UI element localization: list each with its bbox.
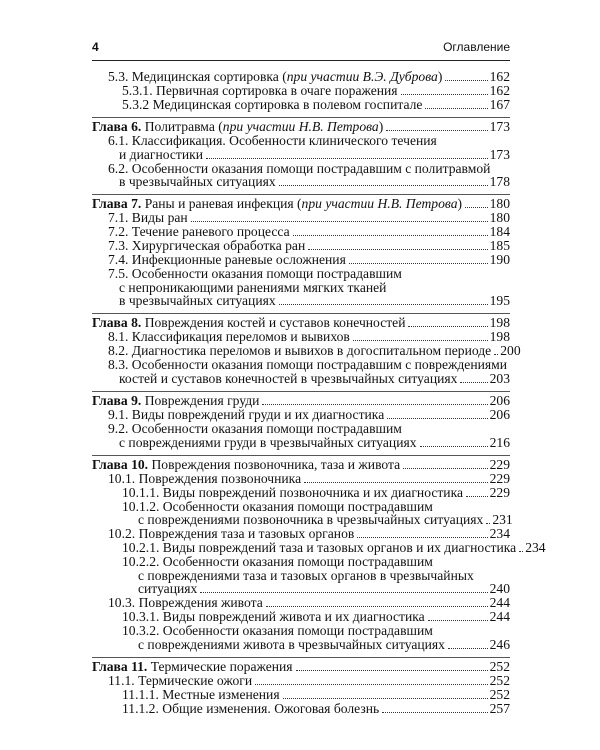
entry-text [92, 458, 400, 472]
entry-title-part: Инфекционные раневые осложнения [131, 252, 346, 268]
entry-text: с непроникающими ранениями мягких тканей [119, 279, 387, 295]
dot-leader [255, 684, 488, 685]
entry-number: 8.2. [108, 343, 129, 359]
toc-entry [92, 527, 510, 541]
page-ref: 252 [489, 686, 510, 702]
page-ref: 173 [489, 119, 510, 134]
dot-leader [308, 249, 487, 250]
toc-entry [92, 225, 510, 239]
toc-entry [92, 610, 510, 624]
chapter-divider [92, 657, 510, 658]
page-ref: 167 [489, 97, 510, 112]
dot-leader [200, 592, 487, 593]
running-head [92, 40, 510, 56]
entry-text [108, 472, 301, 486]
dot-leader [428, 620, 488, 621]
entry-text [108, 527, 354, 541]
dot-leader [283, 698, 488, 699]
entry-number: Глава 10. [92, 456, 149, 472]
toc-chapter-group [92, 391, 510, 455]
page-ref: 198 [489, 315, 510, 331]
entry-title-part: Диагностика переломов и вывихов в догоспитальном периоде [131, 343, 492, 359]
toc-entry-continuation [92, 294, 510, 308]
entry-text [122, 84, 398, 98]
entry-title-part: Классификация. Особенности клинического течения [131, 133, 437, 148]
toc-chapter-group [92, 70, 510, 117]
toc-entry-continuation [92, 436, 510, 450]
entry-text: с повреждениями таза и тазовых органов в чрезвычайных [138, 567, 474, 583]
dot-leader [266, 606, 488, 607]
toc-entry [92, 253, 510, 267]
entry-number: 5.3.2 [122, 97, 150, 112]
page-number: 4 [92, 40, 99, 54]
entry-title-part: Местные изменения [162, 686, 280, 702]
entry-number: 7.5. [108, 266, 129, 282]
toc-chapter-group [92, 657, 510, 721]
entry-number: 11.1. [108, 672, 135, 688]
entry-text: костей и суставов конечностей в чрезвычайных ситуациях [119, 370, 458, 386]
toc-chapter-entry [92, 120, 510, 134]
entry-number: 8.3. [108, 357, 129, 373]
dot-leader [357, 537, 487, 538]
dot-leader [382, 712, 487, 713]
entry-text [92, 197, 462, 211]
dot-leader [293, 235, 488, 236]
entry-title-part: Особенности оказания помощи пострадавшим [162, 623, 433, 639]
entry-title-part: Первичная сортировка в очаге поражения [156, 83, 398, 98]
entry-number: 7.2. [108, 224, 129, 240]
toc-entry [92, 624, 510, 638]
toc-entry [92, 358, 510, 372]
page-ref: 198 [489, 329, 510, 345]
dot-leader [425, 108, 487, 109]
toc-chapter-group [92, 117, 510, 194]
page-ref: 229 [489, 470, 510, 486]
entry-number: 9.1. [108, 406, 129, 422]
dot-leader [296, 670, 488, 671]
entry-title-part: Течение раневого процесса [131, 224, 290, 240]
entry-title-part: Виды повреждений груди и их диагностика [131, 406, 385, 422]
entry-title-part: Повреждения груди [144, 392, 260, 408]
toc-entry [92, 500, 510, 514]
entry-text [122, 688, 280, 702]
dot-leader [408, 326, 487, 327]
entry-number: 6.2. [108, 160, 129, 176]
page-ref: 206 [489, 406, 510, 422]
entry-text: и диагностики [119, 146, 204, 162]
toc-entry [92, 162, 510, 176]
entry-number: 9.2. [108, 420, 129, 436]
entry-title-part: Особенности оказания помощи пострадавшим [131, 420, 402, 436]
toc-chapter-entry [92, 394, 510, 408]
entry-title-part: Особенности оказания помощи пострадавшим [131, 266, 402, 282]
header-rule [92, 60, 510, 61]
entry-number: Глава 11. [92, 658, 148, 674]
page-ref: 178 [489, 174, 510, 190]
entry-title-part: Термические поражения [150, 658, 293, 674]
toc-entry [92, 702, 510, 716]
entry-title-part: Виды повреждений позвоночника и их диагностика [162, 484, 464, 500]
toc-entry-continuation [92, 569, 510, 583]
entry-number: 10.3.1. [122, 609, 160, 625]
entry-number: 8.1. [108, 329, 129, 345]
entry-title-part: ) [437, 69, 443, 84]
entry-title-part: при участии Н.В. Петрова [301, 196, 458, 212]
toc-chapter-entry [92, 458, 510, 472]
page-ref: 185 [489, 238, 510, 254]
entry-number: 10.2.2. [122, 554, 160, 570]
toc-entry [92, 408, 510, 422]
entry-number: 10.3. [108, 595, 136, 611]
dot-leader [279, 185, 488, 186]
toc-entry [92, 211, 510, 225]
page-ref: 190 [489, 252, 510, 268]
entry-text [122, 541, 516, 555]
table-of-contents [92, 69, 546, 721]
chapter-divider [92, 313, 510, 314]
entry-text [122, 610, 425, 624]
entry-text: с повреждениями позвоночника в чрезвычайных ситуациях [138, 512, 484, 528]
entry-text: с повреждениями живота в чрезвычайных ситуациях [138, 636, 445, 652]
entry-text [108, 408, 384, 422]
dot-leader [401, 94, 488, 95]
entry-text [108, 70, 442, 84]
entry-number: 10.1.2. [122, 498, 160, 514]
entry-title-part: при участии В.Э. Дуброва [286, 69, 438, 84]
entry-number: 6.1. [108, 133, 129, 148]
toc-entry [92, 330, 510, 344]
toc-chapter-group [92, 313, 521, 391]
toc-entry [92, 134, 510, 148]
entry-number: 7.3. [108, 238, 129, 254]
dot-leader [420, 446, 488, 447]
entry-number: 10.2.1. [122, 540, 160, 556]
entry-number: 10.3.2. [122, 623, 160, 639]
entry-title-part: Медицинская сортировка в полевом госпитале [152, 97, 423, 112]
entry-title-part: Повреждения таза и тазовых органов [138, 526, 355, 542]
toc-chapter-entry [92, 660, 510, 674]
entry-text: с повреждениями груди в чрезвычайных ситуациях [119, 434, 417, 450]
entry-text [108, 225, 290, 239]
page-ref: 240 [489, 581, 510, 597]
dot-leader [465, 207, 488, 208]
entry-number: 11.1.2. [122, 700, 159, 716]
page-ref: 180 [489, 210, 510, 226]
page-ref: 203 [489, 370, 510, 386]
dot-leader [448, 648, 488, 649]
toc-entry [92, 239, 510, 253]
entry-title-part: Политравма ( [144, 119, 223, 134]
chapter-divider [92, 455, 510, 456]
dot-leader [403, 468, 487, 469]
entry-title-part: Общие изменения. Ожоговая болезнь [162, 700, 380, 716]
entry-text [92, 316, 405, 330]
toc-entry-continuation [92, 148, 510, 162]
dot-leader [386, 130, 487, 131]
dot-leader [206, 158, 488, 159]
page-ref: 184 [489, 224, 510, 240]
entry-number: 10.2. [108, 526, 136, 542]
entry-number: 7.4. [108, 252, 129, 268]
entry-text: в чрезвычайных ситуациях [119, 174, 276, 190]
dot-leader [387, 418, 487, 419]
toc-entry-continuation [92, 175, 510, 189]
page-ref: 234 [489, 526, 510, 542]
entry-text [108, 239, 305, 253]
entry-title-part: Особенности оказания помощи пострадавшим с политравмой [131, 160, 491, 176]
entry-text [108, 421, 402, 436]
page-ref: 200 [500, 343, 521, 359]
entry-title-part: Классификация переломов и вывихов [131, 329, 350, 345]
toc-entry [92, 555, 510, 569]
page-ref: 244 [489, 595, 510, 611]
toc-entry-continuation [92, 512, 513, 528]
dot-leader [466, 496, 488, 497]
page-ref: 206 [489, 392, 510, 408]
entry-title-part: Хирургическая обработка ран [131, 238, 306, 254]
entry-text [108, 253, 346, 267]
entry-text [92, 660, 293, 674]
dot-leader [279, 304, 488, 305]
page-ref: 173 [489, 146, 510, 162]
entry-text [108, 596, 263, 610]
entry-title-part: Термические ожоги [138, 672, 253, 688]
dot-leader [519, 551, 523, 552]
entry-title-part: Раны и раневая инфекция ( [144, 196, 302, 212]
entry-title-part: Особенности оказания помощи пострадавшим с повреждениями [131, 357, 507, 373]
page-ref: 195 [489, 293, 510, 309]
entry-text [108, 344, 491, 358]
toc-entry-continuation [92, 372, 510, 386]
page-ref: 216 [489, 434, 510, 450]
entry-title-part: Повреждения костей и суставов конечностей [144, 315, 406, 331]
page-ref: 244 [489, 609, 510, 625]
toc-entry [92, 688, 510, 702]
dot-leader [494, 354, 498, 355]
entry-number: Глава 9. [92, 392, 142, 408]
entry-text [108, 211, 188, 225]
entry-text [122, 486, 463, 500]
entry-title-part: Медицинская сортировка ( [131, 69, 287, 84]
toc-entry [92, 98, 510, 112]
dot-leader [349, 263, 488, 264]
page-ref: 162 [489, 69, 510, 84]
dot-leader [486, 523, 490, 524]
section-title: Оглавление [443, 40, 510, 54]
toc-chapter-entry [92, 316, 510, 330]
toc-entry-continuation [92, 281, 510, 295]
dot-leader [353, 340, 488, 341]
page-ref: 252 [489, 658, 510, 674]
entry-number: 11.1.1. [122, 686, 159, 702]
chapter-divider [92, 391, 510, 392]
toc-entry [92, 596, 510, 610]
toc-chapter-entry [92, 197, 510, 211]
entry-number: Глава 6. [92, 119, 142, 134]
entry-title-part: ) [378, 119, 384, 134]
toc-entry [92, 472, 510, 486]
entry-text [92, 120, 383, 134]
entry-text [122, 98, 422, 112]
entry-title-part: Повреждения позвоночника [138, 470, 302, 486]
entry-title-part: Виды повреждений таза и тазовых органов и их диагностика [162, 540, 517, 556]
dot-leader [304, 482, 488, 483]
page-ref: 229 [489, 456, 510, 472]
entry-text: ситуациях [138, 581, 198, 597]
entry-number: 7.1. [108, 210, 129, 226]
chapter-divider [92, 117, 510, 118]
page-ref: 252 [489, 672, 510, 688]
entry-title-part: Виды повреждений живота и их диагностика [162, 609, 425, 625]
page-ref: 234 [525, 540, 546, 556]
page-ref: 257 [489, 700, 510, 716]
page-ref: 246 [489, 636, 510, 652]
toc-entry-continuation [92, 582, 510, 596]
entry-title-part: при участии Н.В. Петрова [222, 119, 379, 134]
entry-title-part: Особенности оказания помощи пострадавшим [162, 498, 433, 514]
page-ref: 180 [489, 196, 510, 212]
toc-entry [92, 674, 510, 688]
entry-number: Глава 8. [92, 315, 142, 331]
dot-leader [445, 80, 487, 81]
dot-leader [460, 382, 487, 383]
entry-text: в чрезвычайных ситуациях [119, 293, 276, 309]
entry-title-part: Повреждения живота [138, 595, 263, 611]
toc-entry [92, 486, 510, 500]
dot-leader [262, 404, 487, 405]
toc-chapter-group [92, 455, 546, 657]
entry-number: 10.1.1. [122, 484, 160, 500]
page-ref: 162 [489, 83, 510, 98]
page-ref: 229 [489, 484, 510, 500]
dot-leader [191, 221, 488, 222]
entry-number: 5.3. [108, 69, 129, 84]
entry-title-part: Повреждения позвоночника, таза и живота [151, 456, 401, 472]
entry-text [108, 674, 252, 688]
entry-title-part: Виды ран [131, 210, 188, 226]
toc-entry-continuation [92, 638, 510, 652]
entry-text [108, 133, 437, 148]
entry-text [108, 330, 350, 344]
entry-number: Глава 7. [92, 196, 142, 212]
entry-number: 5.3.1. [122, 83, 153, 98]
entry-title-part: Особенности оказания помощи пострадавшим [162, 554, 433, 570]
entry-title-part: ) [457, 196, 463, 212]
toc-chapter-group [92, 194, 510, 313]
entry-text [122, 702, 379, 716]
toc-entry [92, 343, 521, 359]
page-ref: 231 [492, 512, 513, 528]
toc-entry [92, 267, 510, 281]
toc-entry [92, 70, 510, 84]
entry-text [92, 394, 259, 408]
toc-entry [92, 540, 546, 556]
toc-entry [92, 84, 510, 98]
chapter-divider [92, 194, 510, 195]
toc-entry [92, 422, 510, 436]
entry-number: 10.1. [108, 470, 136, 486]
